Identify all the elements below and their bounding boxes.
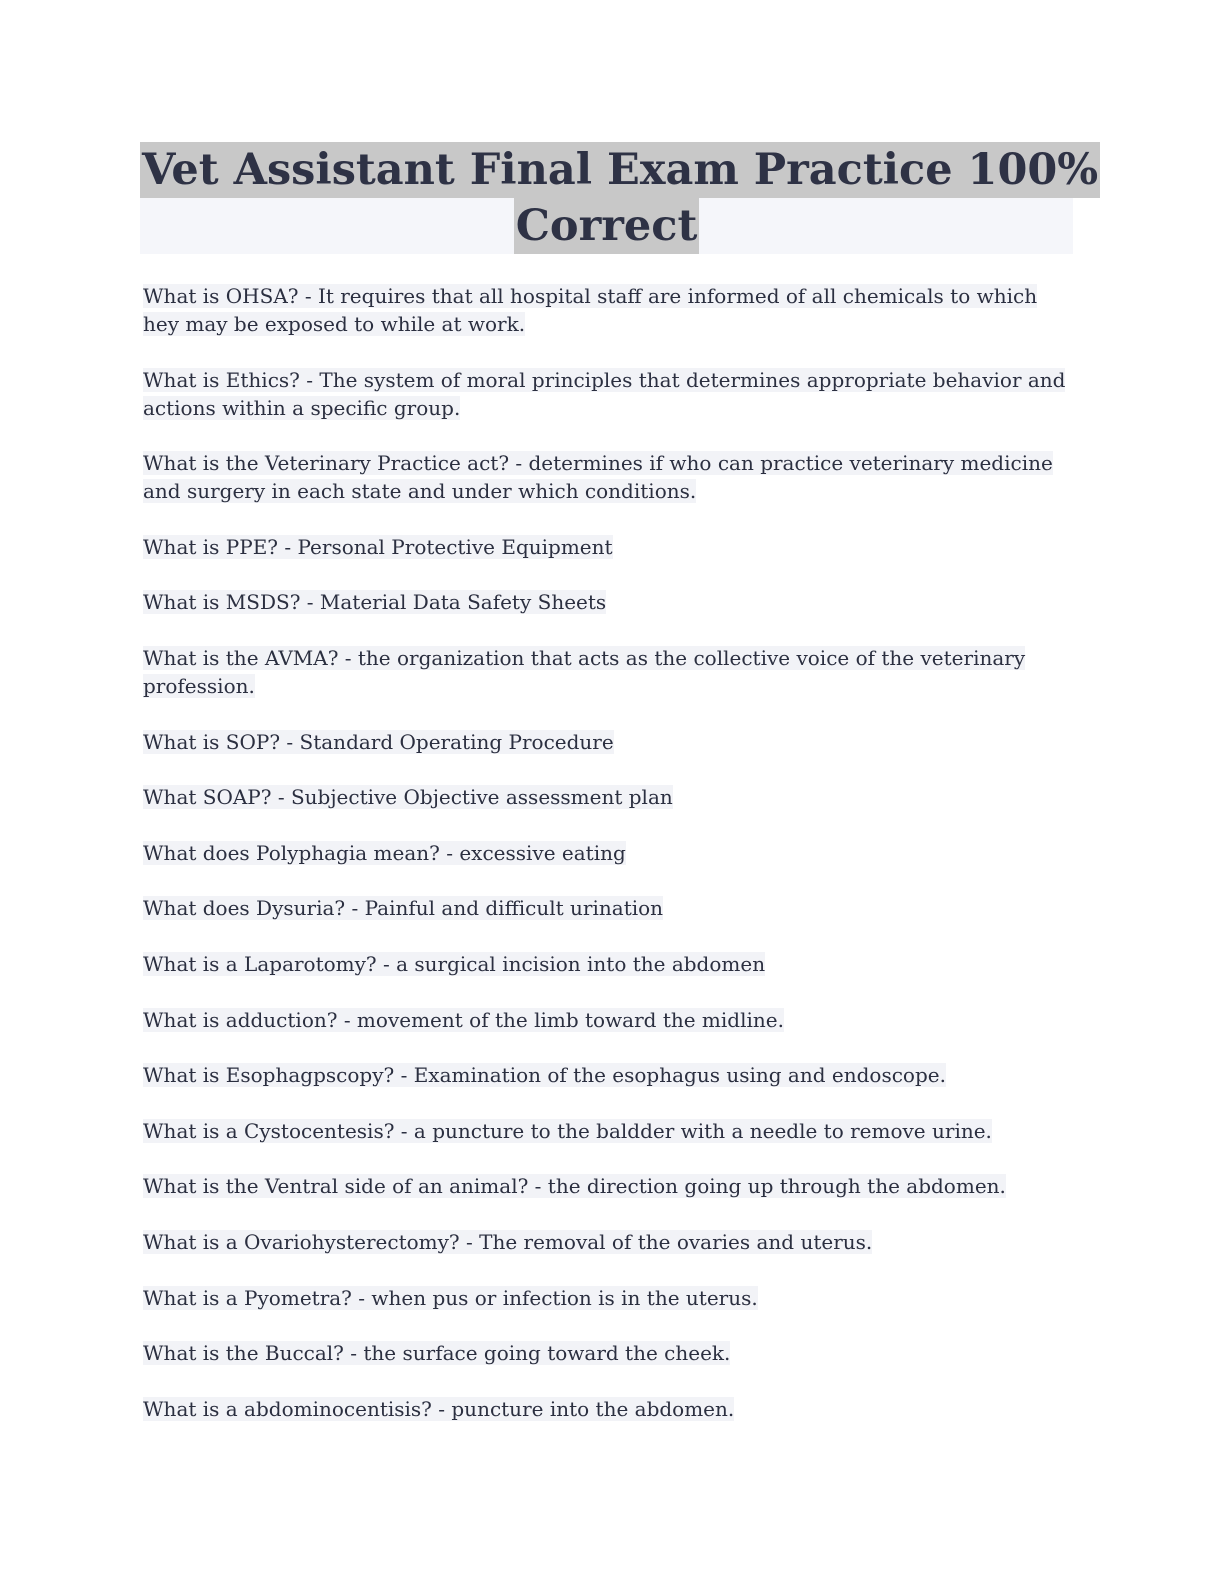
qa-text: What is adduction? - movement of the limb toward the midline. <box>143 1007 784 1032</box>
qa-text: What does Polyphagia mean? - excessive eating <box>143 840 626 865</box>
qa-text: What is the Buccal? - the surface going toward the cheek. <box>143 1341 731 1366</box>
qa-text: What SOAP? - Subjective Objective assessment plan <box>143 785 673 810</box>
qa-text: What is a Pyometra? - when pus or infection is in the uterus. <box>143 1285 758 1310</box>
qa-text: What is the Ventral side of an animal? - the direction going up through the abdomen. <box>143 1174 1006 1199</box>
qa-item <box>143 839 1078 867</box>
qa-item <box>143 1061 1078 1089</box>
title-block <box>140 142 1099 254</box>
qa-item <box>143 1117 1078 1145</box>
qa-item <box>143 282 1078 338</box>
qa-item <box>143 728 1078 756</box>
qa-text: What is a Laparotomy? - a surgical incision into the abdomen <box>143 951 766 976</box>
qa-item <box>143 366 1078 422</box>
qa-text: What is OHSA? - It requires that all hospital staff are informed of all chemicals to which hey may be exposed to while at work. <box>143 284 1038 336</box>
qa-item <box>143 449 1078 505</box>
qa-item <box>143 1006 1078 1034</box>
qa-text: What is Esophagpscopy? - Examination of the esophagus using and endoscope. <box>143 1063 946 1088</box>
page-title-line-1: Vet Assistant Final Exam Practice 100% <box>140 142 1100 198</box>
qa-item <box>143 588 1078 616</box>
page-title-line-2: Correct <box>514 198 700 254</box>
qa-item <box>143 1339 1078 1367</box>
qa-text: What is Ethics? - The system of moral principles that determines appropriate behavior and actions within a specific group. <box>143 367 1066 420</box>
qa-item <box>143 894 1078 922</box>
qa-list <box>143 282 1078 1450</box>
qa-item <box>143 783 1078 811</box>
qa-text: What is a Ovariohysterectomy? - The removal of the ovaries and uterus. <box>143 1229 873 1254</box>
qa-item <box>143 1284 1078 1312</box>
qa-text: What does Dysuria? - Painful and difficult urination <box>143 896 664 921</box>
qa-item <box>143 1172 1078 1200</box>
qa-item <box>143 950 1078 978</box>
qa-text: What is the Veterinary Practice act? - determines if who can practice veterinary medicine and surgery in each state and under which conditions. <box>143 451 1053 504</box>
qa-text: What is the AVMA? - the organization that acts as the collective voice of the veterinary profession. <box>143 645 1026 698</box>
qa-item <box>143 1395 1078 1423</box>
qa-item <box>143 1228 1078 1256</box>
qa-text: What is MSDS? - Material Data Safety Sheets <box>143 590 607 615</box>
qa-text: What is PPE? - Personal Protective Equipment <box>143 534 613 559</box>
qa-item <box>143 533 1078 561</box>
qa-text: What is a abdominocentisis? - puncture into the abdomen. <box>143 1396 735 1421</box>
qa-text: What is SOP? - Standard Operating Procedure <box>143 729 614 754</box>
qa-item <box>143 644 1078 700</box>
qa-text: What is a Cystocentesis? - a puncture to the baldder with a needle to remove urine. <box>143 1118 992 1143</box>
